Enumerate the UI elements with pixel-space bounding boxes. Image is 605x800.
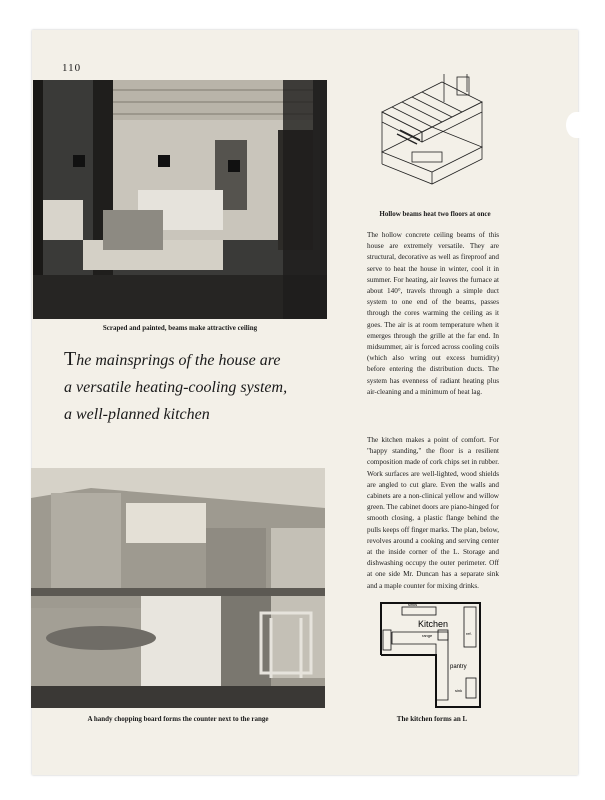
kitchen-photo-caption: A handy chopping board forms the counter next to the range [87, 715, 269, 723]
plan-label-ref: ref. [466, 631, 472, 636]
beams-caption: Hollow beams heat two floors at once [379, 210, 491, 218]
headline-line-3: a well-planned kitchen [64, 406, 210, 423]
plan-label-pantry: pantry [450, 664, 467, 670]
headline-line-1-text: he mainsprings of the house are [76, 352, 281, 369]
headline-line-2: a versatile heating-cooling system, [64, 379, 288, 396]
kitchen-plan-drawing [378, 600, 484, 710]
kitchen-photo-image [31, 468, 325, 708]
kitchen-article-text [367, 435, 499, 592]
heating-article-text [367, 230, 499, 398]
bedroom-photo-image [33, 80, 327, 319]
bedroom-caption: Scraped and painted, beams make attractive ceiling [102, 324, 258, 332]
heating-paragraph: The hollow concrete ceiling beams of this house are extremely versatile. They are structural, decorative as well as fireproof and serve to heat the house in winter, cool it in summer. For heating, air leaves the furnace at about 140°, travels through a simple duct system to one end of the beams, passes through the cores warming the ceiling as it goes. The air is at room temperature when it emerges through the grille at the far end. In midsummer, air is forced across cooling coils (which also wring out excess humidity) before entering the distribution ducts. The system has evenness of radiant heating plus air-cleaning and a minimum of heat lag. [367, 231, 499, 396]
headline-initial: T [64, 348, 77, 370]
headline-line-1 [64, 346, 354, 374]
kitchen-plan-caption: The kitchen forms an L [396, 715, 468, 723]
torn-edge [566, 112, 586, 138]
plan-label-sinks: sinks [408, 602, 418, 607]
kitchen-paragraph: The kitchen makes a point of comfort. For "happy standing," the floor is a resilient composition made of cork chips set in rubber. Work surfaces are well-lighted, wood shields are angled to cut glare. Even the walls and cabinets are a non-clinical yellow and willow green. The cabinet doors are piano-hinged for smooth closing, a plastic flange behind the pulls keeps off finger marks. The plan, below, revolves around a cooking and serving center at the inside corner of the L. Storage and dishwashing occupy the outer perimeter. Off at one side Mr. Duncan has a separate sink and a maple counter for mixing drinks. [367, 436, 499, 590]
kitchen-photo [31, 468, 325, 708]
beams-diagram-drawing [372, 72, 496, 200]
kitchen-plan [378, 600, 484, 710]
bedroom-photo [33, 80, 327, 319]
plan-label-sink: sink [455, 688, 463, 693]
page-number: 110 [62, 62, 82, 74]
plan-label-range: range [422, 633, 433, 638]
beams-diagram [372, 72, 496, 200]
article-headline [64, 346, 354, 428]
plan-label-kitchen: Kitchen [418, 619, 449, 629]
